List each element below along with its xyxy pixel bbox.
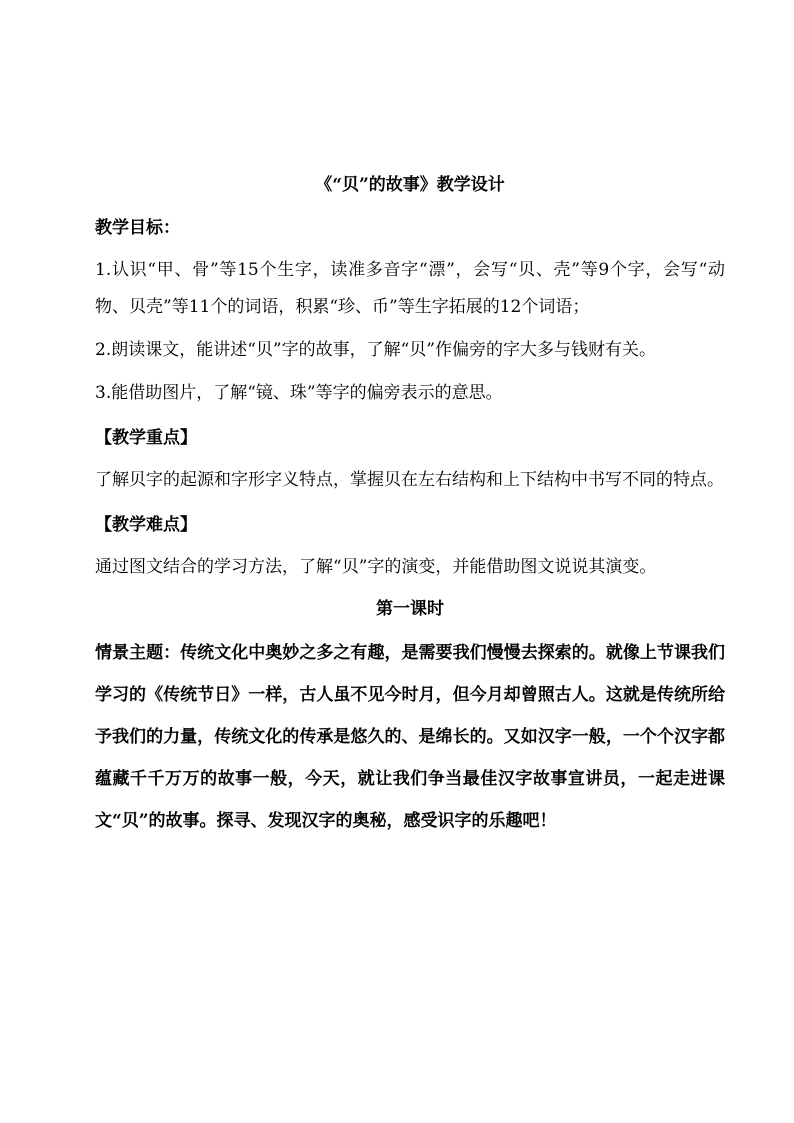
lesson-heading: 第一课时 bbox=[376, 599, 444, 619]
key-points-text: 了解贝字的起源和字形字义特点，掌握贝在左右结构和上下结构中书写不同的特点。 bbox=[95, 470, 724, 490]
key-points-heading: 【教学重点】 bbox=[95, 428, 197, 448]
objective-item-2: 2.朗读课文，能讲述“贝”字的故事，了解“贝”作偏旁的字大多与钱财有关。 bbox=[95, 340, 656, 360]
objective-item-3: 3.能借助图片，了解“镜、珠”等字的偏旁表示的意思。 bbox=[95, 383, 503, 403]
scenario-paragraph: 情景主题：传统文化中奥妙之多之有趣，是需要我们慢慢去探索的。就像上节课我们学习的《传统节日》一样，古人虽不见今时月，但今月却曾照古人。这就是传统所给予我们的力量，传统文化的传承是悠久的、是绵长的。又如汉字一般，一个个汉字都蕴藏千千万万的故事一般，今天，就让我们争当最佳汉字故事宣讲员，一起走进课文“贝”的故事。探寻、发现汉字的奥秘，感受识字的乐趣吧！ bbox=[95, 643, 725, 831]
objective-item-1: 1.认识“甲、骨”等15个生字，读准多音字“漂”，会写“贝、壳”等9个字，会写“动物、贝壳”等11个的词语，积累“珍、币”等生字拓展的12个词语； bbox=[95, 260, 725, 317]
objectives-heading: 教学目标： bbox=[95, 218, 180, 238]
document-body bbox=[95, 170, 725, 842]
document-title: 《“贝”的故事》教学设计 bbox=[315, 175, 505, 195]
difficulties-text: 通过图文结合的学习方法，了解“贝”字的演变，并能借助图文说说其演变。 bbox=[95, 557, 657, 577]
difficulties-heading: 【教学难点】 bbox=[95, 515, 197, 535]
